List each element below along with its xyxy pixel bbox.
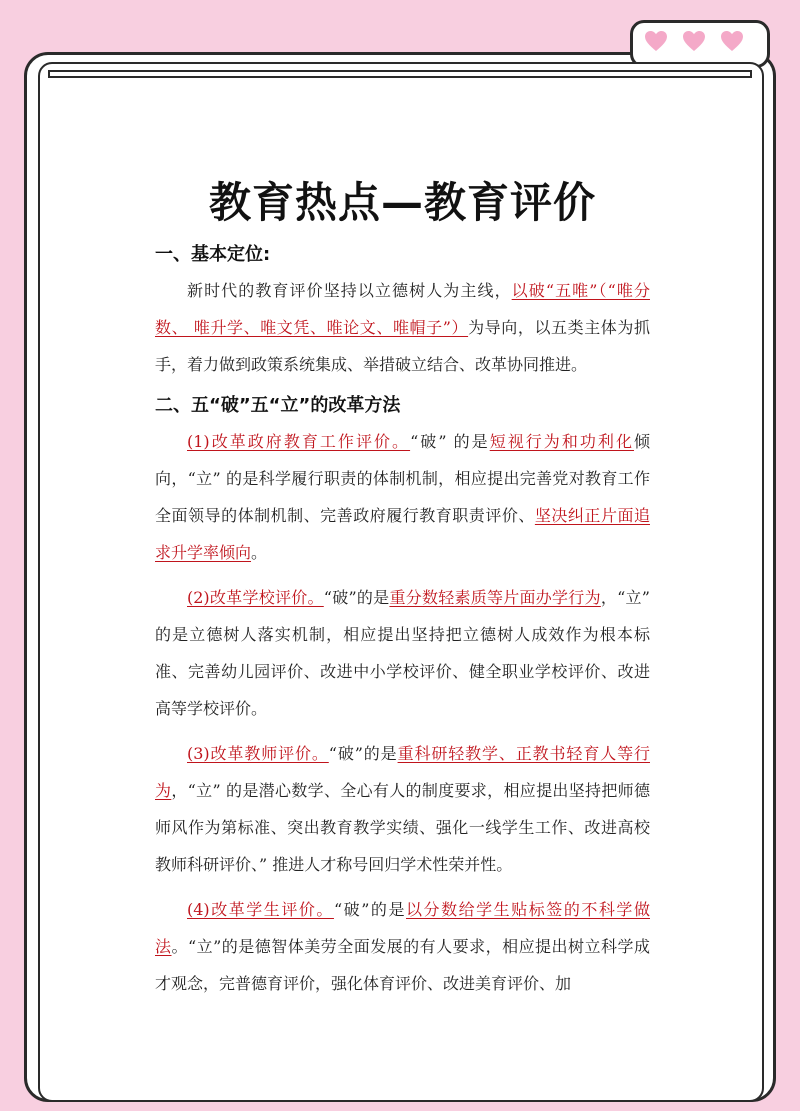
highlight-text: 以破“五唯”（“唯分数、 唯升学、唯文凭、唯论文、唯帽子”） — [155, 281, 650, 337]
paragraph-text: 。 — [251, 543, 268, 562]
paragraph-text: “破”的是 — [333, 900, 406, 919]
document-body — [155, 170, 650, 1010]
paragraph-text: 新时代的教育评价坚持以立德树人为主线， — [187, 281, 512, 300]
item-title: (4)改革学生评价。 — [187, 900, 334, 919]
paragraph-basic-positioning — [155, 272, 650, 383]
highlight-text: 以分数给学生贴标签的不科学做法 — [155, 900, 650, 956]
hearts-decoration — [644, 30, 744, 52]
paragraph-item-4 — [155, 891, 650, 1002]
top-rule — [48, 70, 752, 78]
paragraph-text: “破”的是 — [323, 588, 390, 607]
highlight-text: 重科研轻教学、正教书轻育人等行为 — [155, 744, 650, 800]
paragraph-text: 倾向，“立” 的是科学履行职责的体制机制，相应提出完善党对教育工作全面领导的体制机制、完善政府履行教育职责评价、 — [155, 432, 650, 525]
paragraph-text: 。“立”的是德智体美劳全面发展的有人要求，相应提出树立科学成才观念，完普德育评价，强化体育评价、改进美育评价、加 — [155, 937, 650, 993]
highlight-text: 短视行为和功利化 — [489, 432, 634, 451]
section-heading-1: 一、基本定位: — [155, 244, 271, 265]
item-title: (2)改革学校评价。 — [187, 588, 324, 607]
page-title: 教育热点—教育评价 — [208, 178, 596, 227]
highlight-text: 坚决纠正片面追求升学率倾向 — [155, 506, 650, 562]
heart-icon — [720, 30, 744, 52]
item-title: (3)改革教师评价。 — [187, 744, 329, 763]
paragraph-text: ，“立” 的是立德树人落实机制，相应提出坚持把立德树人成效作为根本标准、完善幼儿园评价、改进中小学校评价、健全职业学校评价、改进高等学校评价。 — [155, 588, 650, 718]
paragraph-text: ，“立” 的是潜心数学、全心有人的制度要求，相应提出坚持把师德师风作为第标准、突出教育教学实绩、强化一线学生工作、改进高校教师科研评价、” 推进人才称号回归学术性荣并性。 — [155, 781, 650, 874]
item-title: (1)改革政府教育工作评价。 — [187, 432, 411, 451]
paragraph-text: “破” 的是 — [410, 432, 490, 451]
section-heading-2: 二、五“破”五“立”的改革方法 — [155, 395, 401, 416]
paragraph-text: 为导向，以五类主体为抓手，着力做到政策系统集成、举措破立结合、改革协同推进。 — [155, 318, 650, 374]
paragraph-item-3 — [155, 735, 650, 883]
paragraph-text: “破”的是 — [328, 744, 398, 763]
paragraph-item-2 — [155, 579, 650, 727]
heart-icon — [682, 30, 706, 52]
heart-icon — [644, 30, 668, 52]
paragraph-item-1 — [155, 423, 650, 571]
highlight-text: 重分数轻素质等片面办学行为 — [389, 588, 601, 607]
